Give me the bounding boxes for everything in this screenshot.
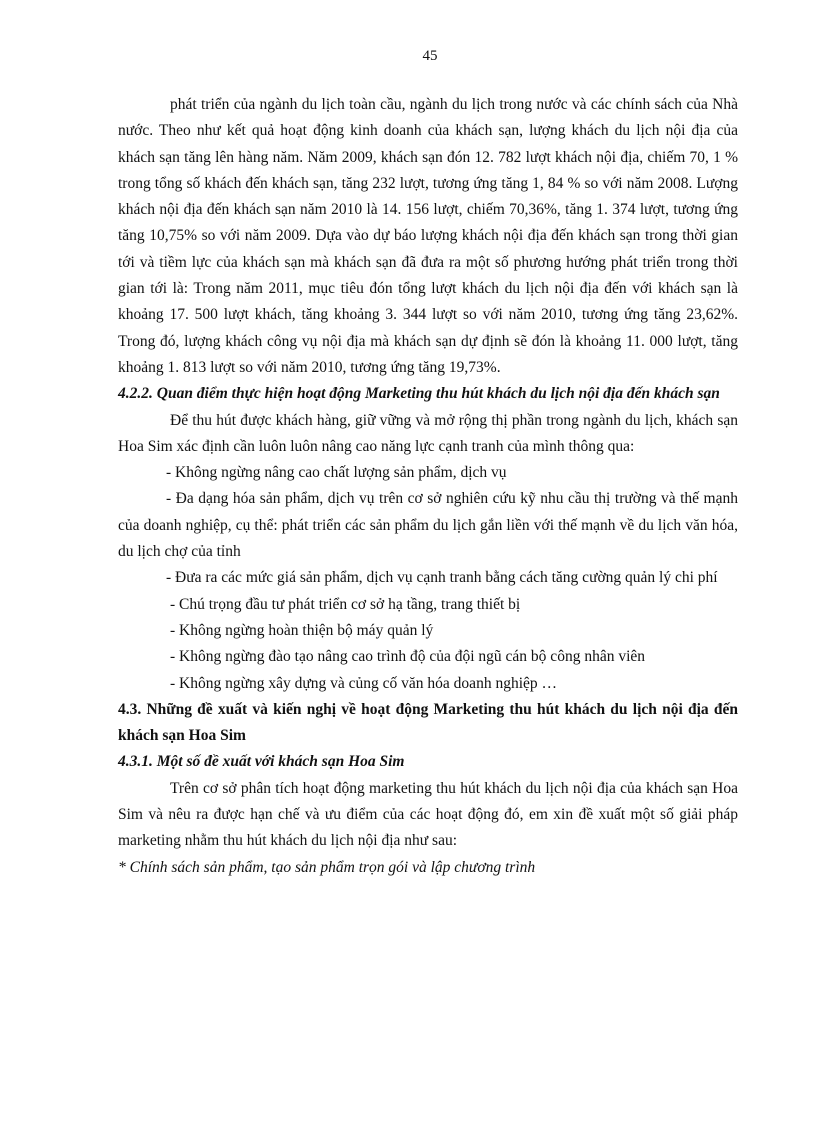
bullet-quality: - Không ngừng nâng cao chất lượng sản phẩm, dịch vụ bbox=[166, 464, 507, 482]
bullet-management: - Không ngừng hoàn thiện bộ máy quản lý bbox=[170, 621, 434, 639]
paragraph-product-policy: * Chính sách sản phẩm, tạo sản phẩm trọn gói và lập chương trình bbox=[118, 858, 536, 876]
bullet-training: - Không ngừng đào tạo nâng cao trình độ của đội ngũ cán bộ công nhân viên bbox=[170, 648, 646, 666]
bullet-culture: - Không ngừng xây dựng và củng cố văn hóa doanh nghiệp … bbox=[170, 674, 558, 692]
heading-4-2-2: 4.2.2. Quan điểm thực hiện hoạt động Marketing thu hút khách du lịch nội địa đến khách sạn bbox=[118, 385, 720, 403]
document-body bbox=[118, 92, 738, 881]
bullet-diversify: - Đa dạng hóa sản phẩm, dịch vụ trên cơ sở nghiên cứu kỹ nhu cầu thị trường và thế mạnh của doanh nghiệp, cụ thể: phát triển các sản phẩm du lịch gắn liền với thế mạnh về du lịch văn hóa, du lịch chợ của tỉnh bbox=[118, 490, 738, 561]
paragraph-intro: phát triển của ngành du lịch toàn cầu, ngành du lịch trong nước và các chính sách của Nhà nước. Theo như kết quả hoạt động kinh doanh của khách sạn, lượng khách du lịch nội địa của khách sạn tăng lên hàng năm. Năm 2009, khách sạn đón 12. 782 lượt khách nội địa, chiếm 70, 1 % trong tổng số khách đến khách sạn, tăng 232 lượt, tương ứng tăng 1, 84 % so với năm 2008. Lượng khách nội địa đến khách sạn năm 2010 là 14. 156 lượt, chiếm 70,36%, tăng 1. 374 lượt, tương ứng tăng 10,75% so với năm 2009. Dựa vào dự báo lượng khách nội địa đến khách sạn trong thời gian tới và tiềm lực của khách sạn mà khách sạn đã đưa ra một số phương hướng phát triển trong thời gian tới là: Trong năm 2011, mục tiêu đón tổng lượt khách du lịch nội địa đến với khách sạn là khoảng 17. 500 lượt khách, tăng khoảng 3. 344 lượt so với năm 2010, tương ứng tăng 23,62%. Trong đó, lượng khách công vụ nội địa mà khách sạn dự định sẽ đón là khoảng 11. 000 lượt, tăng khoảng 1. 813 lượt so với năm 2010, tương ứng tăng 19,73%. bbox=[118, 96, 738, 376]
heading-4-3: 4.3. Những đề xuất và kiến nghị về hoạt động Marketing thu hút khách du lịch nội địa đến khách sạn Hoa Sim bbox=[118, 700, 738, 745]
bullet-pricing: - Đưa ra các mức giá sản phẩm, dịch vụ cạnh tranh bằng cách tăng cường quản lý chi phí bbox=[166, 569, 718, 587]
page-number: 45 bbox=[422, 48, 438, 64]
bullet-infrastructure: - Chú trọng đầu tư phát triển cơ sở hạ tầng, trang thiết bị bbox=[170, 595, 521, 613]
paragraph-proposal: Trên cơ sở phân tích hoạt động marketing thu hút khách du lịch nội địa của khách sạn Hoa Sim và nêu ra được hạn chế và ưu điểm của các hoạt động đó, em xin đề xuất một số giải pháp marketing nhằm thu hút khách du lịch nội địa như sau: bbox=[118, 779, 738, 850]
paragraph-competitiveness: Để thu hút được khách hàng, giữ vững và mở rộng thị phần trong ngành du lịch, khách sạn Hoa Sim xác định cần luôn luôn nâng cao năng lực cạnh tranh của mình thông qua: bbox=[118, 411, 738, 455]
heading-4-3-1: 4.3.1. Một số đề xuất với khách sạn Hoa Sim bbox=[118, 753, 405, 771]
